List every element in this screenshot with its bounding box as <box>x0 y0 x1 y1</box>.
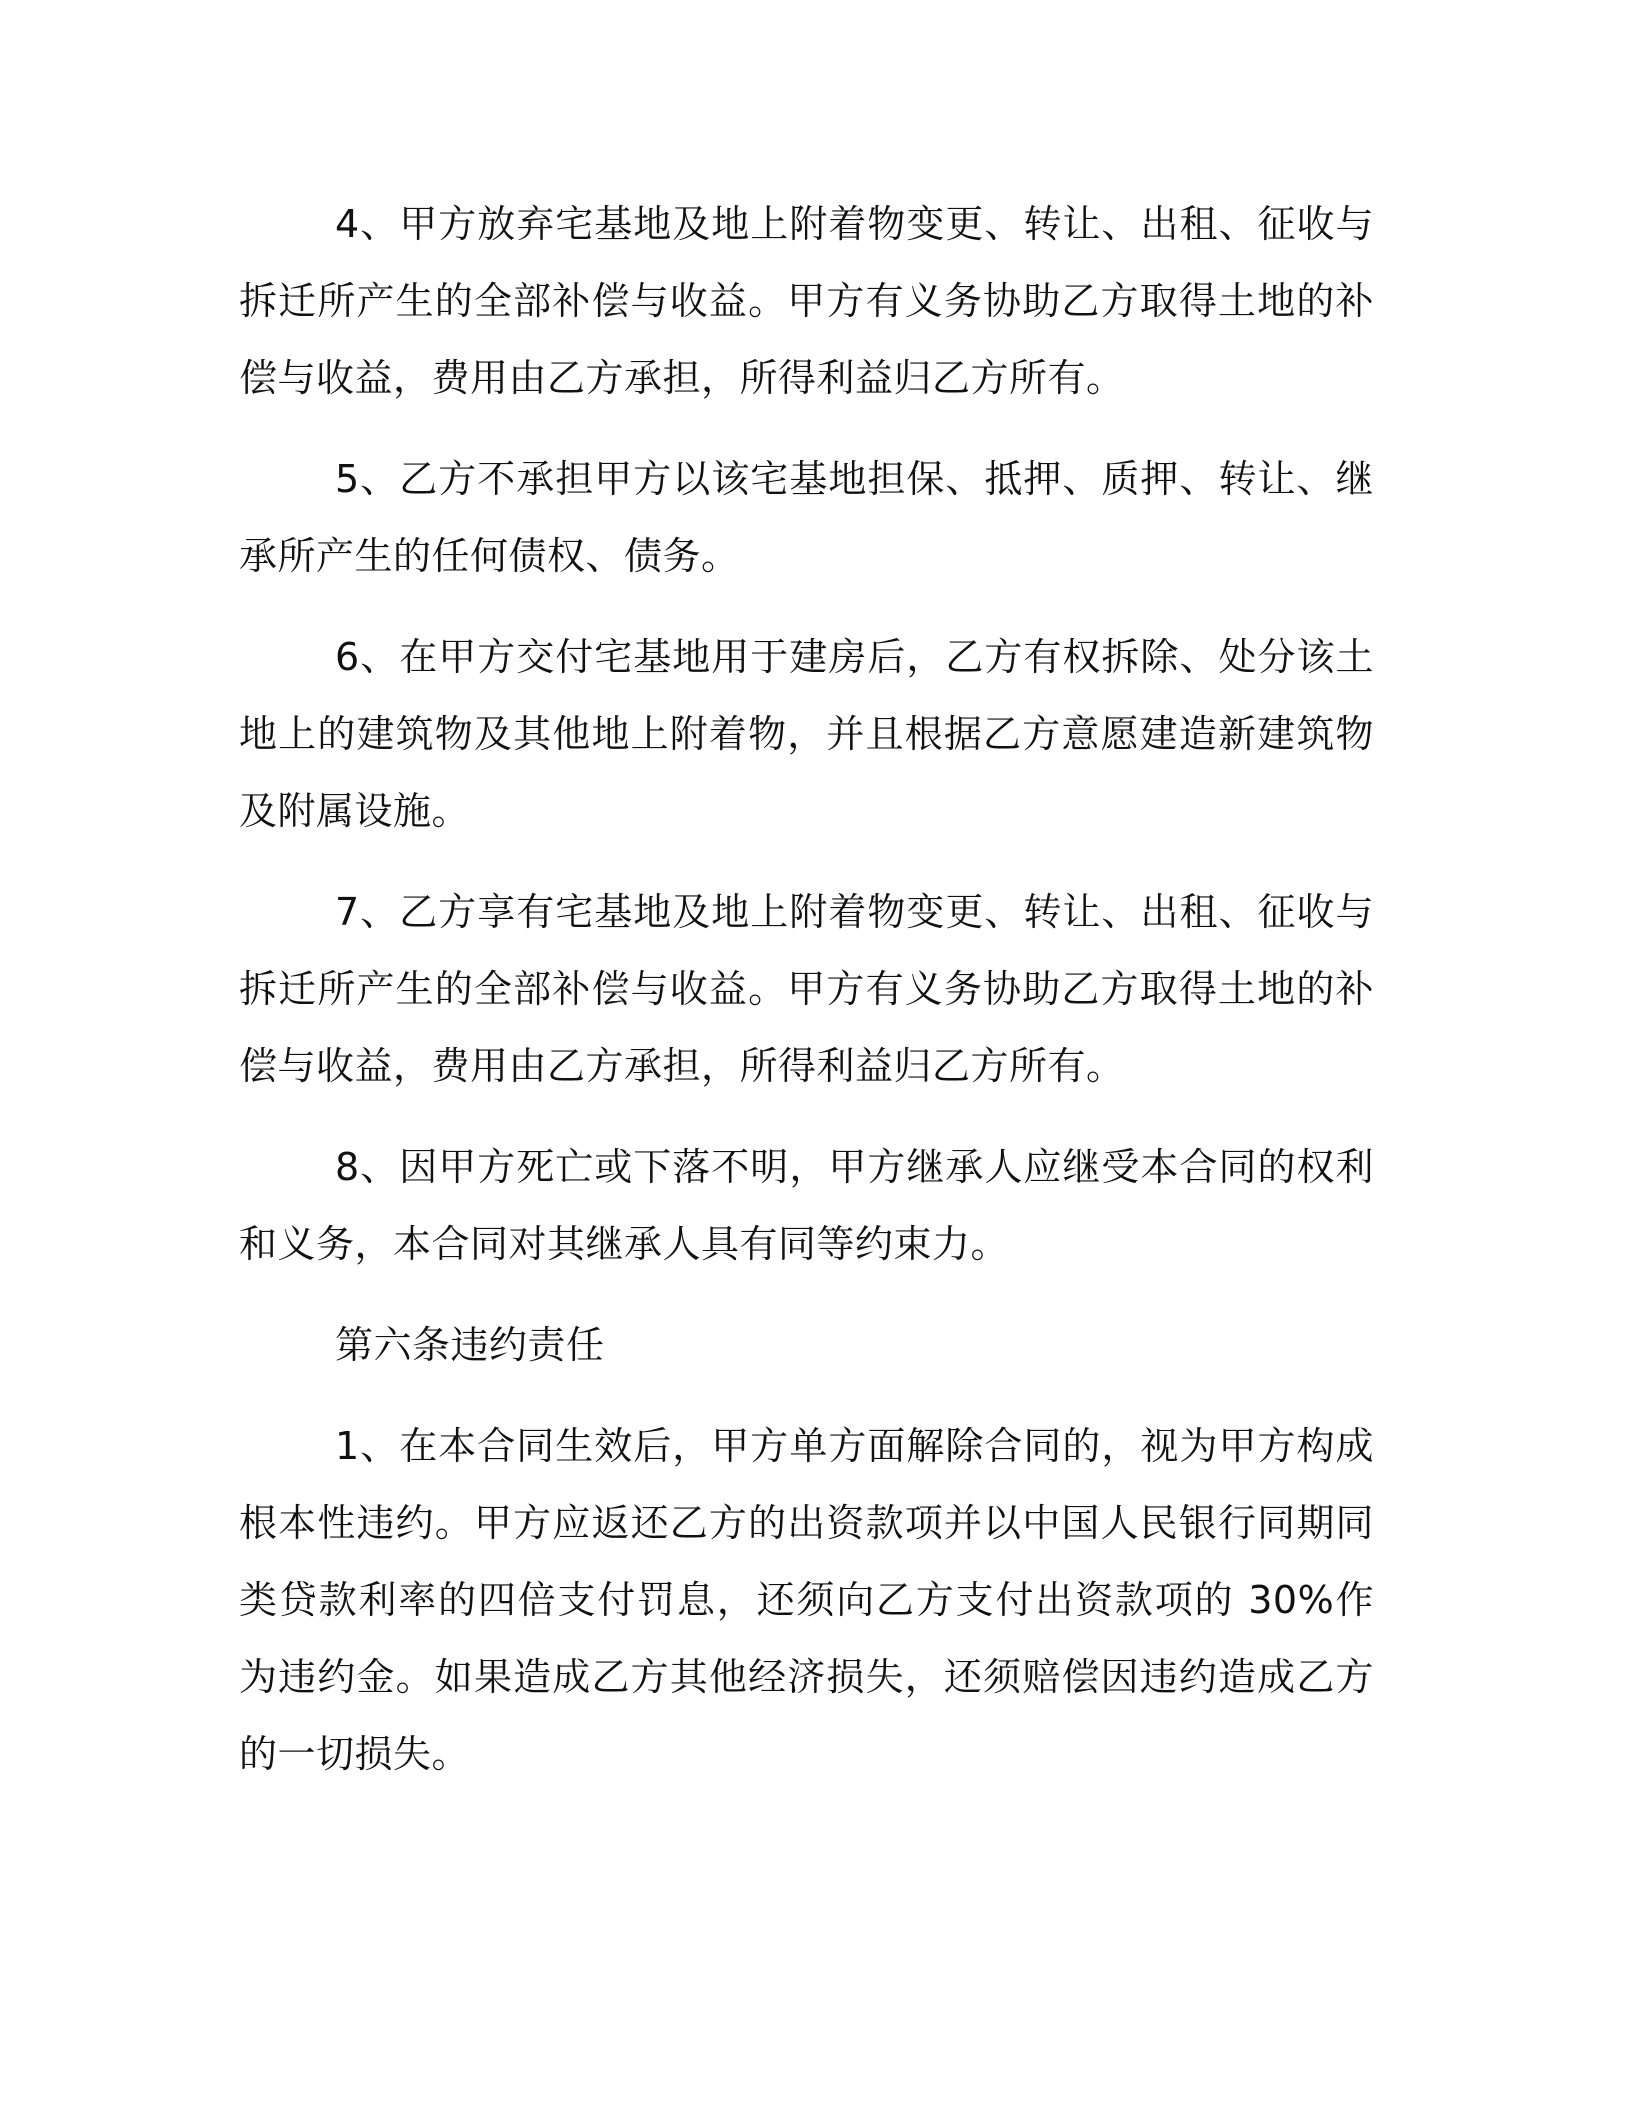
breach-clause-1-paragraph: 1、在本合同生效后，甲方单方面解除合同的，视为甲方构成根本性违约。甲方应返还乙方的出资款项并以中国人民银行同期同类贷款利率的四倍支付罚息，还须向乙方支付出资款项的 30%作为违约金。如果造成乙方其他经济损失，还须赔偿因违约造成乙方的一切损失。 <box>239 1424 1374 1776</box>
clause-8-paragraph: 8、因甲方死亡或下落不明，甲方继承人应继受本合同的权利和义务，本合同对其继承人具有同等约束力。 <box>239 1145 1374 1266</box>
clause-4-paragraph: 4、甲方放弃宅基地及地上附着物变更、转让、出租、征收与拆迁所产生的全部补偿与收益。甲方有义务协助乙方取得土地的补偿与收益，费用由乙方承担，所得利益归乙方所有。 <box>239 202 1374 400</box>
clause-7-paragraph: 7、乙方享有宅基地及地上附着物变更、转让、出租、征收与拆迁所产生的全部补偿与收益。甲方有义务协助乙方取得土地的补偿与收益，费用由乙方承担，所得利益归乙方所有。 <box>239 890 1374 1088</box>
document-body <box>239 186 1374 1817</box>
section-heading: 第六条违约责任 <box>335 1323 605 1367</box>
clause-5-paragraph: 5、乙方不承担甲方以该宅基地担保、抵押、质押、转让、继承所产生的任何债权、债务。 <box>239 457 1374 578</box>
clause-6-paragraph: 6、在甲方交付宅基地用于建房后，乙方有权拆除、处分该土地上的建筑物及其他地上附着物，并且根据乙方意愿建造新建筑物及附属设施。 <box>239 635 1374 833</box>
